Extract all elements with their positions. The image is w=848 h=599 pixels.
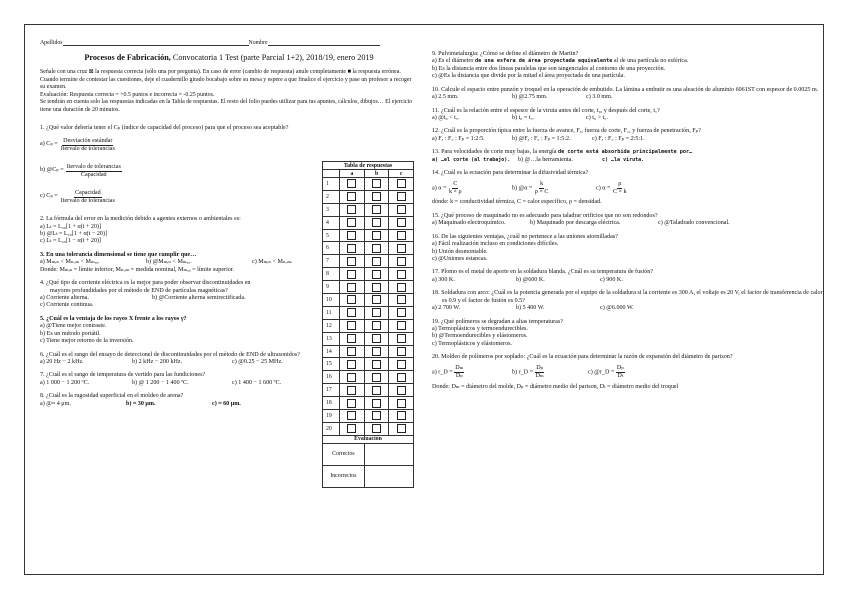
answer-checkbox-b[interactable] (372, 244, 381, 253)
name-label: Nombre (248, 40, 268, 46)
answer-checkbox-a[interactable] (347, 270, 356, 279)
answer-checkbox-c[interactable] (397, 386, 406, 395)
fraction: $\frac{\text{Dₘ}}{\text{Dₚ}}$ (455, 365, 464, 380)
answer-checkbox-a[interactable] (347, 373, 356, 382)
question-stem: 9. Pulvimetalurgia: ¿Cómo se define el diámetro de Martin? (432, 51, 579, 57)
row-number: 20 (323, 422, 340, 435)
answer-row (323, 371, 414, 384)
question-stem: 11. ¿Cuál es la relación entre el espesor de la viruta antes del corte, t₀, y después del corte, t꜀? (432, 107, 660, 114)
options-row (40, 401, 320, 408)
incorrect-count-field[interactable] (364, 465, 413, 487)
answer-checkbox-a[interactable] (347, 386, 356, 395)
option-a: a) @≈ 4 μm. (40, 400, 71, 407)
question-stem: 8. ¿Cuál es la rugosidad superficial en el moldeo de arena? (40, 393, 184, 400)
option-b: b) 2 kHz − 200 kHz. (132, 358, 183, 365)
options-row (40, 259, 320, 266)
option-a: a) Cₚ = $\frac{\text{Desviación estándar}}{\text{Itervalo de tolerancias}}$ (40, 138, 115, 152)
answer-row (323, 216, 414, 229)
question-stem: 19. ¿Qué polímeros se degradan a altas temperaturas? (432, 318, 563, 325)
option-b: b) t₀ = t꜀. (512, 114, 535, 121)
options-row (432, 177, 824, 199)
answer-row (323, 306, 414, 319)
col-header: a (340, 170, 365, 178)
question-stem: 18. Soldadura con arco: ¿Cuál es la potencia generada por el equipo de la soldadura si la corriente es 300 A, el voltaje es 20 V, el factor de transferencia de calor es 0.9 y el factor de fusión es 0.5? (432, 290, 823, 304)
option-c: c) Cₚ = $\frac{\text{Capacidad}}{\text{Itervalo de tolerancias}}$ (40, 190, 115, 204)
question-stem: 10. Calcule el espacio entre punzón y troquel en la operación de embutido. La lámina a embutir es una aleación de aluminio 6061ST con espesor de 0.0025 m. (432, 86, 819, 93)
option-b: b) @Lₜ = L₂₀[1 + α(t − 20)] (40, 231, 108, 238)
answer-row (323, 422, 414, 435)
answer-checkbox-a[interactable] (347, 179, 356, 188)
option-a: a) Es el diámetro de una esfera de área proyectada equivalente al de una partícula no esférica. (432, 58, 689, 65)
options-row (432, 277, 824, 284)
question-stem: 20. Moldeo de polímeros por soplado: ¿Cuál es la ecuación para determinar la razón de expansión del diámetro de parison? (432, 354, 733, 361)
instruction-line: Cuando termine de contestar las cuestiones, deje el cuadernillo girado bocabajo sobre su mesa y espere a que finalice el ejercicio y pase un profesor a recoger su examen. (40, 76, 412, 90)
answer-checkbox-a[interactable] (347, 411, 356, 420)
answer-checkbox-a[interactable] (347, 244, 356, 253)
row-number: 1 (323, 178, 340, 191)
row-number: 16 (323, 371, 340, 384)
answer-checkbox-b[interactable] (372, 257, 381, 266)
answer-checkbox-c[interactable] (397, 295, 406, 304)
answer-checkbox-b[interactable] (372, 334, 381, 343)
answer-checkbox-c[interactable] (397, 347, 406, 356)
option-b: b) Es un método portátil. (40, 330, 101, 337)
row-number: 3 (323, 203, 340, 216)
option-c: c) Corriente continua. (40, 302, 94, 309)
answer-checkbox-b[interactable] (372, 218, 381, 227)
answer-checkbox-c[interactable] (397, 308, 406, 317)
answer-checkbox-b[interactable] (372, 308, 381, 317)
fraction: $\frac{\text{Capacidad}}{\text{Itervalo de tolerancias}}$ (60, 190, 115, 204)
question-17 (432, 269, 824, 284)
answer-checkbox-a[interactable] (347, 205, 356, 214)
answer-row (323, 319, 414, 332)
answer-checkbox-a[interactable] (347, 231, 356, 240)
name-field[interactable] (268, 40, 380, 46)
answer-row (323, 410, 414, 423)
answer-checkbox-a[interactable] (347, 360, 356, 369)
row-number: 11 (323, 306, 340, 319)
options-row (432, 220, 824, 227)
row-number: 19 (323, 410, 340, 423)
answer-checkbox-c[interactable] (397, 270, 406, 279)
option-b: b) r_D = $\frac{\text{Dₚ}}{\text{Dₘ}}$ (512, 365, 544, 380)
option-a: a) 2 700 W. (432, 305, 461, 312)
option-b: b) @600 K. (516, 276, 545, 283)
row-number: 6 (323, 242, 340, 255)
option-c: c) @r_D = $\frac{\text{Dₚ}}{\text{Dₜ}}$ (588, 365, 624, 380)
answer-checkbox-a[interactable] (347, 347, 356, 356)
answer-checkbox-b[interactable] (372, 179, 381, 188)
question-13 (432, 149, 824, 164)
question-stem: 5. ¿Cuál es la ventaja de los rayos X frente a los rayos γ? (40, 315, 187, 322)
evaluation-title: Evaluación (323, 435, 414, 443)
fraction: $\frac{\text{Desviación estándar}}{\text{Itervalo de tolerancias}}$ (60, 138, 115, 152)
options-row (40, 359, 320, 366)
question-19 (432, 319, 824, 349)
answer-checkbox-b[interactable] (372, 205, 381, 214)
surname-label: Apellidos (40, 40, 63, 46)
row-number: 8 (323, 268, 340, 281)
answer-checkbox-a[interactable] (347, 218, 356, 227)
answer-checkbox-c[interactable] (397, 399, 406, 408)
answer-checkbox-a[interactable] (347, 257, 356, 266)
answer-rows (323, 178, 414, 436)
option-b: b) @2.75 mm. (512, 94, 548, 101)
question-4 (40, 280, 320, 310)
question-9 (432, 51, 824, 81)
question-12 (432, 128, 824, 143)
option-b: b) @Corriente alterna semirectificada. (152, 295, 246, 301)
row-number: 7 (323, 255, 340, 268)
option-a: a) Termoplásticos y termoendurecibles. (432, 325, 528, 332)
answer-row (323, 358, 414, 371)
option-a: a) Maquinado electroquímico. (432, 220, 506, 227)
fraction: $\frac{\text{Dₚ}}{\text{Dₜ}}$ (616, 365, 624, 380)
right-column (432, 51, 824, 397)
row-number: 15 (323, 358, 340, 371)
question-8 (40, 393, 320, 408)
answer-row (323, 203, 414, 216)
answer-checkbox-b[interactable] (372, 360, 381, 369)
answer-row (323, 255, 414, 268)
col-header: c (389, 170, 414, 178)
row-number: 13 (323, 332, 340, 345)
answer-checkbox-b[interactable] (372, 373, 381, 382)
option-a: a) Mₘᵢₙ < Mₙₒₘ < Mₘₐₓ. (40, 259, 100, 266)
answer-row (323, 332, 414, 345)
answer-checkbox-c[interactable] (397, 321, 406, 330)
answer-checkbox-b[interactable] (372, 321, 381, 330)
question-5 (40, 316, 320, 346)
row-number: 9 (323, 281, 340, 294)
answer-checkbox-c[interactable] (397, 179, 406, 188)
answer-checkbox-b[interactable] (372, 295, 381, 304)
incorrect-label: Incorrectos (323, 465, 365, 487)
answer-checkbox-a[interactable] (347, 321, 356, 330)
option-c: c) Fₐ : F꜀ : Fₚ = 2:5:1. (592, 135, 645, 142)
question-1 (40, 125, 320, 210)
option-c: c) Termoplásticos y elástomeros. (432, 340, 513, 347)
option-b: b) @α = $\frac{k}{\rho \times C}$ (512, 181, 549, 195)
question-20 (432, 354, 824, 391)
question-6 (40, 352, 320, 367)
col-header: b (364, 170, 389, 178)
option-c: c) @Es la distancia que divide por la mitad el área proyectada de una partícula. (432, 73, 625, 80)
instructions (40, 69, 418, 114)
question-stem: 3. En una tolerancia dimensional se tiene que cumplir que… (40, 251, 197, 258)
question-3 (40, 252, 320, 274)
option-c: c) Lₜ = L₂₀[1 − α(t + 20)] (40, 238, 102, 245)
answer-row (323, 384, 414, 397)
instruction-line: Evaluación: Respuesta correcta = +0.5 puntos e incorrecta = -0.25 puntos. (40, 91, 215, 98)
answer-checkbox-c[interactable] (397, 205, 406, 214)
option-a: a) 20 Hz − 2 kHz. (40, 358, 84, 365)
correct-label: Correctos (323, 443, 365, 465)
options-row (432, 157, 824, 164)
option-a: a) Fácil realización incluso en condiciones difíciles. (432, 241, 559, 248)
option-c: c) @Taladrado convencional. (658, 220, 730, 227)
row-number: 5 (323, 229, 340, 242)
answer-row (323, 345, 414, 358)
option-a: a) Lₜ = L₂₀[1 + α(t + 20)] (40, 223, 102, 230)
option-c: c) 900 K. (600, 276, 623, 283)
answer-table (322, 161, 414, 488)
option-b: b) ≈ 30 μm. (126, 400, 156, 407)
option-c: c) …la viruta. (602, 156, 645, 163)
surname-field[interactable] (63, 40, 249, 46)
question-11 (432, 108, 824, 123)
question-stem: 4. ¿Qué tipo de corriente eléctrica es la mejor para poder observar discontinuidades en mayores profundidades por el método de END de partículas magnéticas? (40, 280, 251, 294)
answer-checkbox-b[interactable] (372, 386, 381, 395)
question-16 (432, 234, 824, 264)
question-stem: 13. Para velocidades de corte muy bajas, la energía de corte está absorbida principalmente por… (432, 149, 693, 156)
answer-checkbox-c[interactable] (397, 411, 406, 420)
options-row (40, 380, 320, 387)
answer-checkbox-c[interactable] (397, 373, 406, 382)
correct-count-field[interactable] (364, 443, 413, 465)
answer-checkbox-c[interactable] (397, 244, 406, 253)
row-number: 12 (323, 319, 340, 332)
answer-row (323, 294, 414, 307)
instruction-line: Se tendrán en cuenta solo las respuestas indicadas en la Tabla de respuestas. El resto del folio puedes utilizar para tus apuntes, cálculos, dibujos… El ejercicio tiene una duración de 20 minutos. (40, 99, 413, 113)
option-a: a) …el corte (al trabajo). (432, 156, 511, 163)
option-b: b) @…la herramienta. (518, 156, 573, 163)
option-c: c) @6.000 W. (600, 305, 634, 312)
answer-checkbox-b[interactable] (372, 192, 381, 201)
question-stem: 15. ¿Qué proceso de maquinado no es adecuado para taladrar orificios que no son redondos? (432, 212, 658, 219)
answer-row (323, 229, 414, 242)
question-stem: 1. ¿Qué valor debería tener el Cₚ (índice de capacidad del proceso) para que el proceso sea aceptable? (40, 124, 289, 131)
answer-row (323, 281, 414, 294)
answer-checkbox-c[interactable] (397, 231, 406, 240)
question-stem: 6. ¿Cuál es el rango del ensayo de deteccionel de discontinuidades por el método de END de ultrasonidos? (40, 351, 300, 358)
question-stem: 17. Plomo es el metal de aporte en la soldadura blanda. ¿Cuál es su temperatura de fusión? (432, 269, 653, 276)
header-fields (40, 40, 418, 47)
question-2 (40, 216, 320, 246)
option-b: b) @Cₚ = $\frac{\text{Itervalo de tolerancias}}{\text{Capacidad}}$ (40, 164, 121, 178)
option-c: c) t₀ > t꜀. (586, 114, 608, 121)
row-number: 4 (323, 216, 340, 229)
answer-checkbox-c[interactable] (397, 218, 406, 227)
option-b: b) Es la distancia entre dos líneas paralelas que son tangenciales al contorno de una proyección. (432, 65, 666, 72)
option-c: c) ≈ 60 μm. (212, 400, 241, 407)
question-10 (432, 87, 824, 102)
exam-title (40, 53, 418, 63)
option-b: b) @Termoendurecibles y elástomeros. (432, 333, 528, 340)
option-a: a) @t₀ < t꜀. (432, 114, 460, 121)
option-a: a) 300 K. (432, 276, 455, 283)
fraction: $\frac{k}{\rho \times C}$ (534, 181, 549, 195)
instruction-line: Señale con una cruz ⊠ la respuesta correcta (sólo una por pregunta). En caso de error (cambio de respuesta) anule completamente ■ la respuesta errónea. (40, 69, 401, 76)
fraction: $\frac{\text{Itervalo de tolerancias}}{\text{Capacidad}}$ (66, 164, 121, 178)
answer-checkbox-c[interactable] (397, 360, 406, 369)
answer-checkbox-c[interactable] (397, 334, 406, 343)
option-b: b) Unión desmontable. (432, 248, 488, 255)
row-number: 10 (323, 294, 340, 307)
question-note: Donde: Dₘ = diámetro del molde, Dₚ = diámetro medio del parison, Dₜ = diámetro medio del troquel (432, 383, 679, 390)
answer-row (323, 268, 414, 281)
option-b: b) @ 1 200 − 1 400 ºC. (132, 379, 189, 386)
row-number: 14 (323, 345, 340, 358)
question-note: Donde: Mₘᵢₙ = límite inferior, Mₙₒₘ = medida nominal, Mₘₐₓ = límite superior. (40, 266, 235, 273)
option-a: a) 1 000 − 1 200 ºC. (40, 379, 90, 386)
question-note: dónde: k = conductividad térmica, C = calor específico, ρ = densidad. (432, 199, 602, 206)
option-c: c) Tiene mejor retorno de la inversión. (40, 338, 134, 345)
answer-checkbox-a[interactable] (347, 308, 356, 317)
question-stem: 2. La fórmula del error en la medición debido a agentes externos o ambientales es: (40, 216, 241, 223)
answer-checkbox-c[interactable] (397, 192, 406, 201)
option-b: b) 5 400 W. (516, 305, 545, 312)
answer-checkbox-a[interactable] (347, 399, 356, 408)
options-row (432, 136, 824, 143)
answer-row (323, 397, 414, 410)
option-c: c) @Uniones estancas. (432, 256, 488, 263)
fraction: $\frac{C}{k \times \rho}$ (448, 181, 462, 195)
option-a: a) 2.5 mm. (432, 94, 459, 101)
answer-checkbox-c[interactable] (397, 424, 406, 433)
question-7 (40, 372, 320, 387)
answer-checkbox-b[interactable] (372, 347, 381, 356)
answer-checkbox-a[interactable] (347, 192, 356, 201)
option-a: a) r_D = $\frac{\text{Dₘ}}{\text{Dₚ}}$ (432, 365, 464, 380)
row-number: 2 (323, 190, 340, 203)
answer-checkbox-a[interactable] (347, 283, 356, 292)
question-stem: 7. ¿Cuál es el rango de temperatura de vertido para las fundiciones? (40, 372, 206, 379)
row-number: 18 (323, 397, 340, 410)
option-a: a) @Tiene mejor contraste. (40, 323, 107, 330)
question-18 (432, 290, 824, 312)
option-a: a) Fₐ : F꜀ : Fₚ = 1:2:5. (432, 135, 485, 142)
answer-checkbox-b[interactable] (372, 270, 381, 279)
option-c: c) 1 400 − 1 600 ºC. (232, 379, 282, 386)
option-c: c) 3.0 mm. (586, 94, 613, 101)
answer-row (323, 190, 414, 203)
row-number: 17 (323, 384, 340, 397)
answer-table-title: Tabla de respuestas (323, 162, 414, 170)
answer-checkbox-c[interactable] (397, 257, 406, 266)
options-row (432, 115, 824, 122)
answer-checkbox-a[interactable] (347, 295, 356, 304)
option-c: c) Mₘᵢₙ < Mₙₒₘ. (252, 259, 293, 266)
option-b: b) @Mₘᵢₙ < Mₘₐₓ. (146, 259, 192, 266)
answer-row (323, 242, 414, 255)
questions-left (40, 125, 320, 408)
answer-checkbox-c[interactable] (397, 283, 406, 292)
answer-checkbox-a[interactable] (347, 424, 356, 433)
question-15 (432, 213, 824, 228)
answer-checkbox-b[interactable] (372, 231, 381, 240)
option-a: a) α = $\frac{C}{k \times \rho}$ (432, 181, 462, 195)
fraction: $\frac{\rho}{C \times k}$ (612, 181, 627, 195)
fraction: $\frac{\text{Dₚ}}{\text{Dₘ}}$ (535, 365, 544, 380)
answer-checkbox-a[interactable] (347, 334, 356, 343)
answer-checkbox-b[interactable] (372, 283, 381, 292)
option-c: c) α = $\frac{\rho}{C \times k}$ (596, 181, 627, 195)
options-row (432, 362, 824, 384)
title-course: Procesos de Fabricación, (84, 53, 171, 63)
options-row (432, 305, 824, 312)
answer-row (323, 178, 414, 191)
option-b: b) Maquinado por descarga eléctrica. (530, 220, 621, 227)
options-row (432, 94, 824, 101)
answer-checkbox-b[interactable] (372, 399, 381, 408)
question-stem: 16. De las siguientes ventajas, ¿cuál no pertenece a las uniones atornilladas? (432, 233, 618, 240)
answer-checkbox-b[interactable] (372, 411, 381, 420)
answer-checkbox-b[interactable] (372, 424, 381, 433)
question-stem: 14. ¿Cuál es la ecuación para determinar la difusividad térmica? (432, 170, 589, 177)
title-session: Convocatoria 1 Test (parte Parcial 1+2), 2018/19, enero 2019 (170, 53, 374, 63)
question-stem: 12. ¿Cuál es la proporción típica entre la fuerza de avance, Fₐ, fuerza de corte, F꜀, y fuerza de penetración, Fₚ? (432, 128, 701, 135)
option-a: a) Corriente alterna. (40, 295, 89, 301)
option-b: b) @Fₐ : F꜀ : Fₚ = 1:5:2. (512, 135, 571, 142)
option-c: c) @0.25 − 25 MHz. (232, 358, 283, 365)
question-14 (432, 170, 824, 207)
